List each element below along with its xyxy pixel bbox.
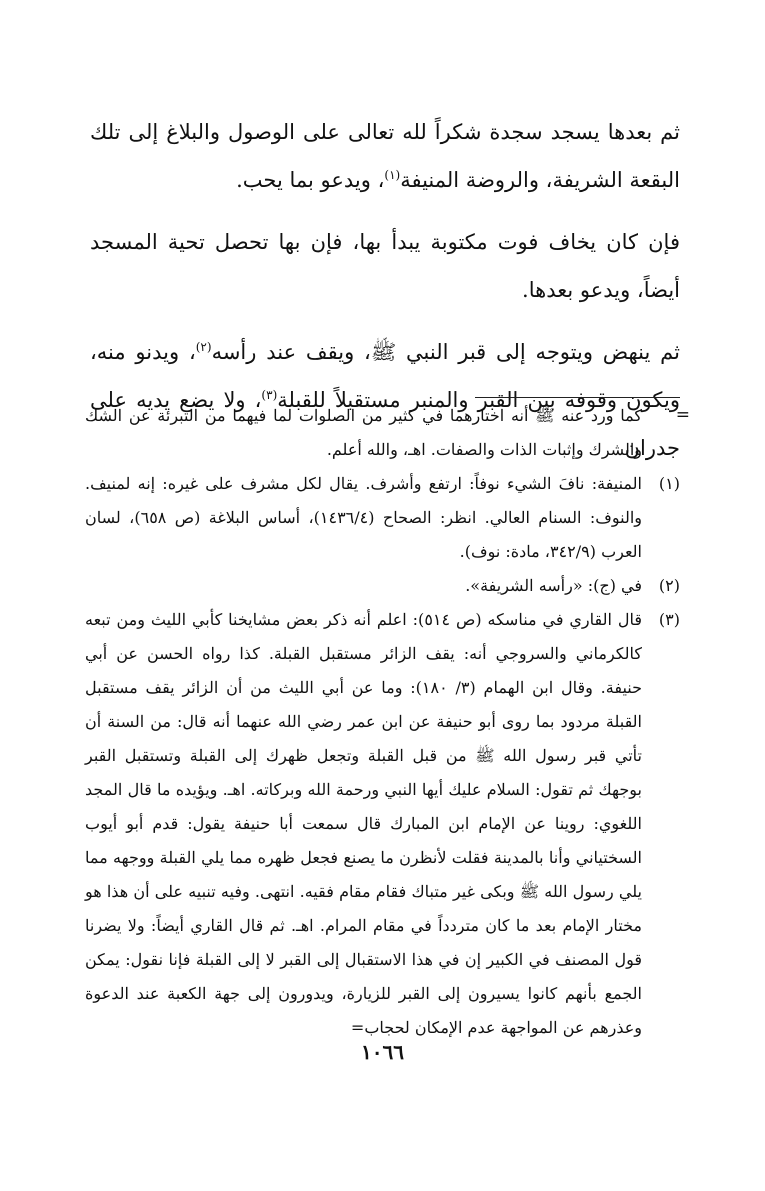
paragraph-text: ، ولا يضع يديه على جدران xyxy=(90,388,680,460)
main-paragraph-1 xyxy=(90,108,680,204)
footnote-number: (٢) xyxy=(658,576,680,595)
footnote-text: قال القاري في مناسكه (ص ٥١٤): اعلم أنه ذكر بعض مشايخنا كأبي الليث ومن تبعه كالكرماني والسروجي أنه: يقف الزائر مستقبل القبلة. كذا رواه الحسن عن أبي حنيفة. وقال ابن الهمام (٣/ ١٨٠): وما عن أبي الليث من أن الزائر يقف مستقبل القبلة مردود بما روى أبو حنيفة عن ابن عمر رضي الله عنهما أنه قال: من السنة أن تأتي قبر رسول الله ﷺ من قبل القبلة وتجعل ظهرك إلى القبلة وتستقبل القبر بوجهك ثم تقول: السلام عليك أيها النبي ورحمة الله وبركاته. اهـ. ويؤيده ما قال المجد اللغوي: روينا عن الإمام ابن المبارك قال سمعت أبا حنيفة يقول: قدم أبو أيوب السختياني وأنا بالمدينة فقلت لأنظرن ما يصنع فجعل ظهره مما يلي القبلة ووجهه مما يلي رسول الله ﷺ وبكى غير متباك فقام مقام فقيه. انتهى. وفيه تنبيه على أن هذا هو مختار الإمام بعد ما كان متردداً في مقام المرام. اهـ. ثم قال القاري أيضاً: ولا يضرنا قول المصنف في الكبير إن في هذا الاستقبال إلى القبر لا إلى القبلة فإنا نقول: يمكن الجمع بأنهم كانوا يسيرون إلى القبر للزيارة، ويدورون إلى جهة الكعبة عند الدعوة وعذرهم عن المواجهة عدم الإمكان لحجاب= xyxy=(85,610,643,1037)
footnote-ref-2[interactable]: (٢) xyxy=(195,340,212,354)
footnote-separator xyxy=(475,397,680,398)
main-paragraph-2 xyxy=(90,218,680,314)
footnote-text: كما ورد عنه ﷺ أنه اختارهما في كثير من الصلوات لما فيهما من التبرئة عن الشك والشرك وإثبات الذات والصفات. اهـ، والله أعلم. xyxy=(85,406,642,459)
footnote-number: (٣) xyxy=(658,610,680,629)
footnotes xyxy=(85,399,680,1045)
continuation-mark: = xyxy=(675,405,690,425)
paragraph-text: ، ويدعو بما يحب. xyxy=(236,168,385,192)
paragraph-text: ثم ينهض ويتوجه إلى قبر النبي ﷺ، ويقف عند رأسه xyxy=(211,340,680,364)
footnote-number: (١) xyxy=(658,474,680,493)
paragraph-text: ، ويدنو منه، ويكون وقوفه بين القبر والمنبر مستقبلاً للقبلة xyxy=(90,340,680,412)
footnote-text: في (ج): «رأسه الشريفة». xyxy=(465,576,642,595)
footnote-2 xyxy=(85,569,680,603)
paragraph-text: ثم بعدها يسجد سجدة شكراً لله تعالى على الوصول والبلاغ إلى تلك البقعة الشريفة، والروضة المنيفة xyxy=(90,120,680,192)
footnote-ref-3[interactable]: (٣) xyxy=(261,388,278,402)
page-number: ١٠٦٦ xyxy=(361,1040,404,1064)
footnote-continuation xyxy=(85,399,680,467)
paragraph-text: فإن كان يخاف فوت مكتوبة يبدأ بها، فإن بها تحصل تحية المسجد أيضاً، ويدعو بعدها. xyxy=(90,230,680,302)
footnote-ref-1[interactable]: (١) xyxy=(384,168,401,182)
footnote-1 xyxy=(85,467,680,569)
footnote-text: المنيفة: نافَ الشيء نوفاً: ارتفع وأشرف. يقال لكل مشرف على غيره: إنه لمنيف. والنوف: السنام العالي. انظر: الصحاح (١٤٣٦/٤)، أساس البلاغة (ص ٦٥٨)، لسان العرب (٣٤٢/٩، مادة: نوف). xyxy=(85,474,643,561)
footnote-3 xyxy=(85,603,680,1045)
